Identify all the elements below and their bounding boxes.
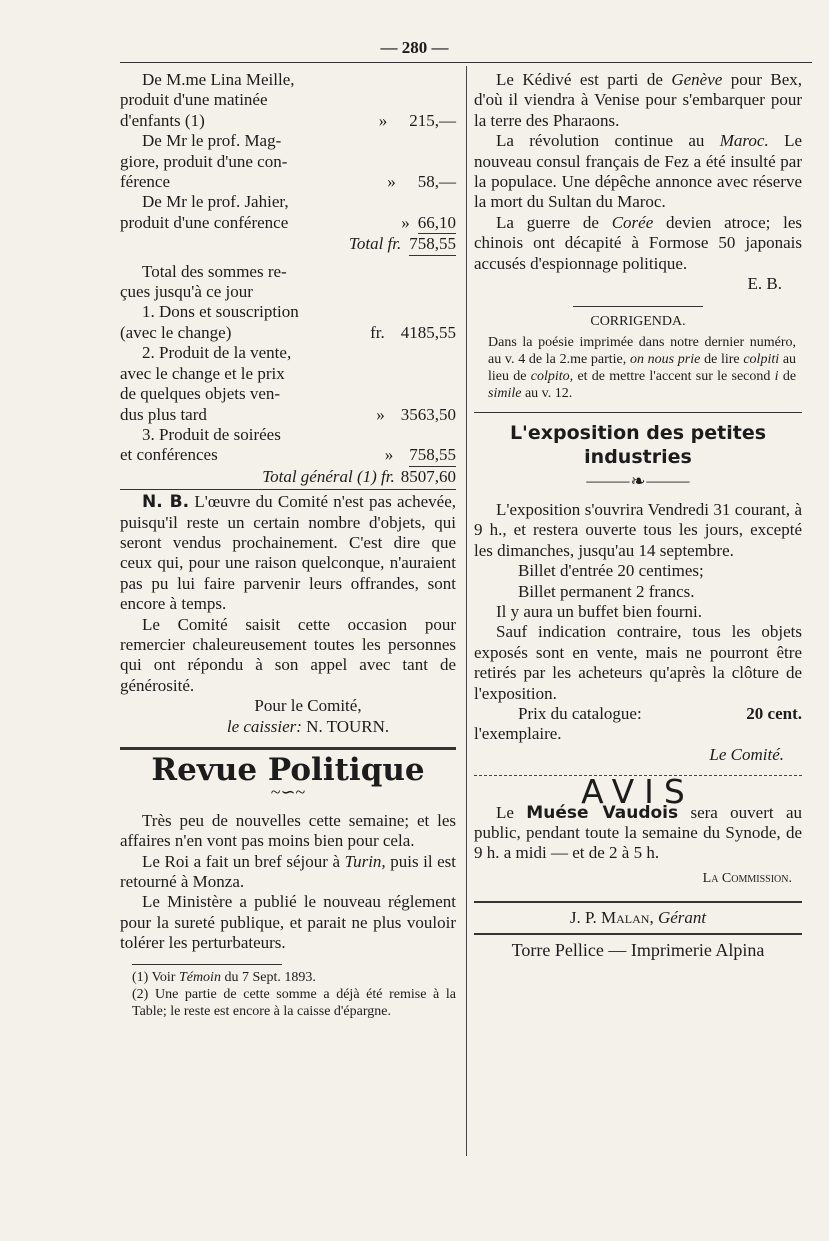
corrigenda-title: CORRIGENDA. xyxy=(590,314,686,330)
column-divider xyxy=(466,66,467,1156)
nb-paragraph xyxy=(120,492,456,614)
news-paragraph-1 xyxy=(474,70,802,131)
signature-line-1: Pour le Comité, xyxy=(254,696,362,716)
cashier-role: le caissier: xyxy=(226,716,302,736)
text: au lieu de xyxy=(488,352,797,385)
donation-1-desc: produit d'une matinée xyxy=(120,90,268,110)
avis-title: AVIS xyxy=(581,772,695,812)
text: colpiti xyxy=(743,352,780,368)
catalogue-price xyxy=(474,704,802,724)
sum-heading-cont: çues jusqu'à ce jour xyxy=(120,282,253,302)
currency-mark: fr. xyxy=(370,322,385,342)
section-rule xyxy=(474,901,802,903)
politics-paragraph-3: Le Ministère a publié le nouveau réglement pour la sureté publique, et parait ne plus vouloir tolérer les perturbateurs. xyxy=(120,892,456,953)
page-number: — 280 — xyxy=(380,38,449,57)
signature-line-2 xyxy=(120,717,456,737)
exposition-paragraph: L'exposition s'ouvrira Vendredi 31 courant, à 9 h., et restera ouverte tous les jours, excepté les dimanches, jusqu'au 14 septembre. xyxy=(474,499,802,560)
item-2-desc-end: dus plus tard xyxy=(120,404,207,424)
text: au v. 12. xyxy=(524,386,573,402)
text: Le Roi a fait un bref séjour à xyxy=(142,851,341,871)
ditto-mark: » xyxy=(384,445,394,465)
item-3-row xyxy=(120,445,456,466)
donation-2-row xyxy=(120,172,456,192)
footnote-2: (2) Une partie de cette somme a déjà été remise à la Table; le reste est encore à la caisse d'épargne. xyxy=(132,986,456,1019)
grand-total-label: Total général (1) fr. xyxy=(262,466,395,486)
corrigenda-text xyxy=(474,334,802,402)
ditto-mark: » xyxy=(378,110,388,130)
exposition-title-cont: industries xyxy=(584,446,692,469)
text: Le Kédivé est parti de xyxy=(496,70,663,89)
text: La guerre de xyxy=(496,212,599,232)
donation-1-amount: 215,— xyxy=(409,110,456,130)
news-paragraph-2 xyxy=(474,131,802,213)
nb-text: L'œuvre du Comité n'est pas achevée, puisqu'il reste un certain nombre d'objets, qui seront vendus prochainement. C'est dire que ceux qui, pour une raison quelconque, n'auraient pas pu lui faire parvenir leurs offrandes, sont encore à temps. xyxy=(120,492,456,614)
donation-1-row xyxy=(120,111,456,131)
item-2-desc: avec le change et le prix xyxy=(120,363,285,383)
text: Le xyxy=(496,802,514,822)
grand-total-amount: 8507,60 xyxy=(400,466,456,486)
title-ornament: ~∽~ xyxy=(270,782,306,803)
text: Gérant xyxy=(657,907,707,927)
cashier-name: N. TOURN. xyxy=(306,716,390,736)
journal-title: Témoin xyxy=(178,969,221,985)
text: puis il est retourné à Monza. xyxy=(120,851,457,892)
politics-paragraph-1: Très peu de nouvelles cette semaine; et les affaires n'en vont pas moins bien pour cela. xyxy=(120,810,456,851)
donation-2-amount: 58,— xyxy=(417,172,456,192)
item-1-row xyxy=(120,323,456,343)
revue-politique-title: Revue Politique xyxy=(151,752,425,788)
section-rule xyxy=(474,933,802,935)
place-name: Maroc. xyxy=(719,131,769,151)
ticket-entry: Billet d'entrée 20 centimes; xyxy=(518,561,704,581)
text: i xyxy=(774,369,779,385)
donation-3-row xyxy=(120,213,456,234)
text: (1) Voir xyxy=(132,969,176,985)
text: on nous prie xyxy=(629,352,701,368)
donation-2-name: De Mr le prof. Mag- xyxy=(142,131,282,151)
section-rule xyxy=(120,747,456,750)
right-column xyxy=(474,70,802,961)
commission-signature: La Commission. xyxy=(702,870,792,886)
donation-2-desc: giore, produit d'une con- xyxy=(120,151,288,171)
item-2-amount: 3563,50 xyxy=(400,404,456,424)
committee-signature xyxy=(474,745,802,765)
author-initials: E. B. xyxy=(747,274,782,294)
total-row xyxy=(120,234,456,255)
text: pour Bex, d'où il viendra à Venise pour s'embarquer pour la terre des Pharaons. xyxy=(474,70,803,130)
news-paragraph-3 xyxy=(474,213,802,274)
left-column xyxy=(120,70,456,1020)
text: La révolution continue au xyxy=(496,131,705,151)
short-rule xyxy=(573,306,703,307)
donation-3-desc: produit d'une conférence xyxy=(120,212,289,232)
ditto-mark: » xyxy=(401,212,410,232)
city-name: Genève xyxy=(671,70,723,89)
catalogue-price-cont: l'exemplaire. xyxy=(474,724,562,744)
text: J. P. Malan, xyxy=(569,907,654,927)
text: simile xyxy=(488,386,522,402)
item-3-amount: 758,55 xyxy=(409,445,456,466)
grand-total-row xyxy=(120,467,456,487)
text: devien atroce; les chinois ont décapité à Formose 50 japonais accusés d'espionnage politique. xyxy=(474,212,803,273)
text: et de mettre l'accent sur le second xyxy=(577,369,771,385)
gerant-line xyxy=(474,908,802,928)
printer-line: Torre Pellice — Imprimerie Alpina xyxy=(511,940,765,961)
buffet-notice: Il y aura un buffet bien fourni. xyxy=(496,601,702,621)
sum-heading: Total des sommes re- xyxy=(142,261,287,281)
total-label: Total fr. xyxy=(348,234,402,254)
donation-3-amount: 66,10 xyxy=(418,213,456,234)
donation-1-name: De M.me Lina Meille, xyxy=(142,70,295,89)
text: colpito, xyxy=(530,369,574,385)
avis-paragraph xyxy=(474,803,802,864)
city-name: Turin, xyxy=(344,851,386,871)
politics-paragraph-2 xyxy=(120,852,456,893)
text: Le nouveau consul français de Fez a été insulté par la populace. Une dépêche annonce avec réserve la mort du Sultan du Maroc. xyxy=(474,131,802,212)
item-1-label: 1. Dons et souscription xyxy=(142,302,299,322)
header-rule xyxy=(120,62,812,63)
sale-notice: Sauf indication contraire, tous les objets exposés sont en vente, mais ne pourront être retirés par les acheteurs qu'après la clôture de l'exposition. xyxy=(474,622,802,703)
item-3-desc: et conférences xyxy=(120,445,218,465)
item-3-label: 3. Produit de soirées xyxy=(142,424,281,444)
ticket-permanent: Billet permanent 2 francs. xyxy=(518,581,695,601)
item-2-desc: de quelques objets ven- xyxy=(120,384,281,404)
item-2-row xyxy=(120,405,456,425)
text: Le Comité. xyxy=(709,744,784,764)
text: sera ouvert au public, pendant toute la semaine du Synode, de 9 h. a midi — et de 2 à 5 h. xyxy=(474,802,803,863)
donation-2-desc-end: férence xyxy=(120,172,171,192)
text: de xyxy=(782,369,797,385)
footnote-1 xyxy=(120,969,456,986)
text: Dans la poésie imprimée dans notre dernier numéro, au v. 4 de la 2.me partie, xyxy=(488,335,796,368)
item-1-amount: 4185,55 xyxy=(400,322,456,342)
museum-name: Muése Vaudois xyxy=(526,802,679,823)
exposition-ornament: ⸻❧⸻ xyxy=(585,471,691,492)
exposition-title: L'exposition des petites xyxy=(509,422,767,445)
nb-label: N. B. xyxy=(142,492,190,513)
donation-1-desc-end: d'enfants (1) xyxy=(120,110,205,130)
text: de lire xyxy=(704,352,740,368)
thanks-paragraph: Le Comité saisit cette occasion pour remercier chaleureusement toutes les personnes qui ont répondu à son appel avec tant de générosité. xyxy=(120,614,456,695)
footnote-rule xyxy=(132,964,282,965)
total-amount: 758,55 xyxy=(409,234,456,255)
donation-3-name: De Mr le prof. Jahier, xyxy=(142,192,289,212)
text: Prix du catalogue: xyxy=(518,703,642,723)
ditto-mark: » xyxy=(376,404,385,424)
item-2-label: 2. Produit de la vente, xyxy=(142,343,292,363)
place-name: Corée xyxy=(611,212,654,232)
text: du 7 Sept. 1893. xyxy=(224,969,316,985)
price: 20 cent. xyxy=(746,703,802,723)
ditto-mark: » xyxy=(387,172,396,192)
section-rule xyxy=(474,412,802,413)
item-1-desc: (avec le change) xyxy=(120,322,232,342)
